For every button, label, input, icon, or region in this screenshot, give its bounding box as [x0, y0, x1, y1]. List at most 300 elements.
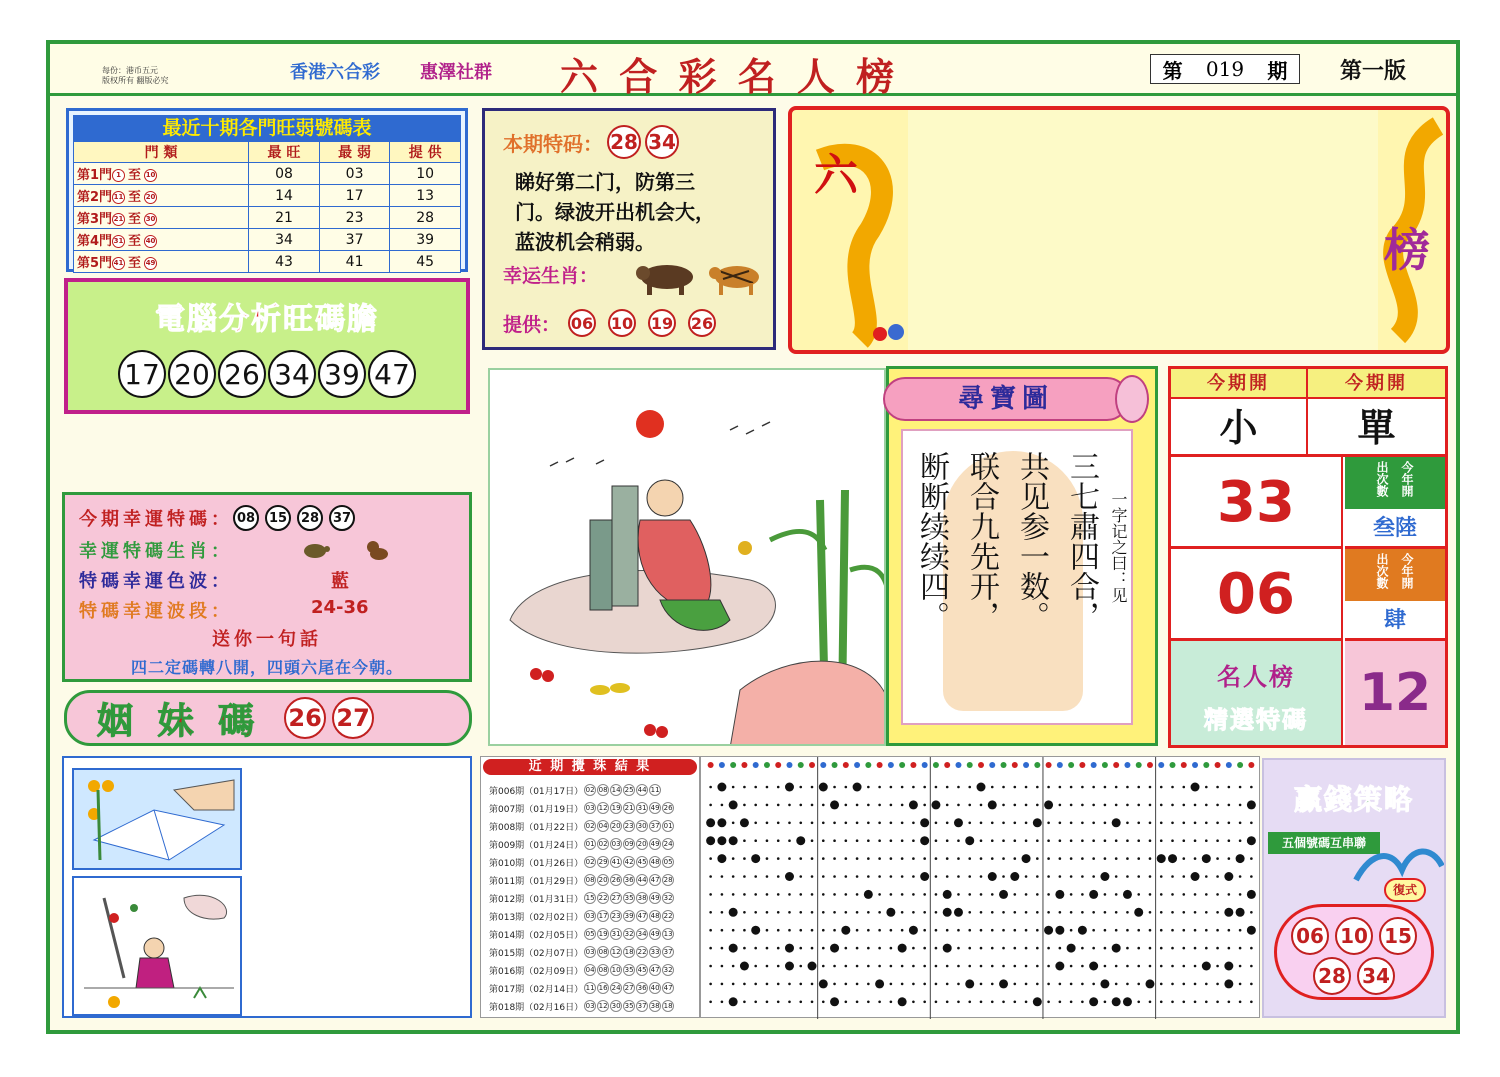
trend-dot [743, 875, 746, 878]
trend-dot [811, 786, 814, 789]
trend-dot [991, 1001, 994, 1004]
trend-header-dot [854, 762, 860, 768]
trend-dot [980, 911, 983, 914]
trend-dot [890, 822, 893, 825]
trend-dot [1250, 857, 1253, 860]
trend-dot [1002, 875, 1005, 878]
trend-dot [1216, 1001, 1219, 1004]
trend-dot [1070, 893, 1073, 896]
trend-hit-dot [943, 944, 952, 953]
results-date: 02月02日 [533, 912, 575, 923]
lucky-row4-value: 24-36 [311, 597, 369, 618]
trend-dot [935, 1001, 938, 1004]
trend-dot [867, 875, 870, 878]
lucky-zodiac-label: 幸运生肖： [503, 265, 599, 287]
trend-dot [1149, 1001, 1152, 1004]
trend-hit-dot [1112, 818, 1121, 827]
trend-dot [878, 929, 881, 932]
trend-dot [1104, 947, 1107, 950]
poem-column-text: 联合九先开 [964, 451, 999, 601]
door-range-to: 40 [144, 235, 157, 248]
scroll-end-icon [1115, 375, 1149, 423]
trend-dot [901, 965, 904, 968]
trend-dot [1115, 965, 1118, 968]
trend-dot [1047, 965, 1050, 968]
provide-balls [568, 309, 716, 337]
trend-header-dot [865, 762, 871, 768]
page-title: 六 合 彩 名 人 榜 [560, 54, 899, 99]
trend-dot [1194, 929, 1197, 932]
trend-dot [1137, 822, 1140, 825]
trend-dot [946, 839, 949, 842]
door-pick-cell: 39 [390, 229, 461, 251]
results-issue: 第006期 [489, 786, 525, 797]
trend-dot [1126, 839, 1129, 842]
results-number: 49 [650, 930, 660, 938]
trend-dot [867, 929, 870, 932]
trend-header-dot [955, 762, 961, 768]
trend-dot [957, 857, 960, 860]
results-number: 37 [650, 822, 660, 830]
door-range-to: 10 [144, 169, 157, 182]
trend-dot [912, 822, 915, 825]
trend-dot [1239, 875, 1242, 878]
trend-dot [935, 965, 938, 968]
results-number: 30 [637, 822, 647, 830]
results-number: 47 [650, 966, 660, 974]
strategy-number-ball: 28 [1313, 957, 1351, 995]
results-rows [481, 777, 699, 1015]
trend-hit-dot [1236, 854, 1245, 863]
trend-dot [811, 947, 814, 950]
door-hot-cell: 08 [249, 163, 320, 185]
trend-dot [890, 947, 893, 950]
trend-dot [1239, 965, 1242, 968]
trend-header-dot [798, 762, 804, 768]
trend-dot [923, 804, 926, 807]
trend-dot [980, 804, 983, 807]
trend-dot [901, 857, 904, 860]
trend-dot [878, 839, 881, 842]
trend-header-dot [1136, 762, 1142, 768]
results-issue: 第015期 [489, 948, 525, 959]
trend-dot [1002, 822, 1005, 825]
trend-hit-dot [1145, 979, 1154, 988]
trend-hit-dot [898, 944, 907, 953]
trend-dot [1182, 1001, 1185, 1004]
trend-dot [1025, 947, 1028, 950]
trend-dot [923, 857, 926, 860]
trend-dot [980, 875, 983, 878]
results-number: 22 [598, 894, 608, 902]
trend-dot [1171, 947, 1174, 950]
trend-dot [1194, 839, 1197, 842]
trend-dot [1070, 839, 1073, 842]
trend-header-dot [1170, 762, 1176, 768]
lottery-name: 香港六合彩 [290, 62, 380, 83]
trend-dot [1081, 786, 1084, 789]
trend-header-dot [888, 762, 894, 768]
trend-dot [1149, 786, 1152, 789]
trend-dot [1070, 875, 1073, 878]
strategy-number-ball: 34 [1357, 957, 1395, 995]
trend-dot [1250, 1001, 1253, 1004]
trend-hit-dot [920, 872, 929, 881]
trend-dot [878, 947, 881, 950]
trend-dot [1115, 875, 1118, 878]
trend-dot [901, 822, 904, 825]
paren-close: ） [574, 858, 584, 869]
trend-dot [777, 804, 780, 807]
child-on-rock-illustration [490, 370, 886, 746]
results-date: 02月07日 [533, 948, 575, 959]
trend-dot [1216, 929, 1219, 932]
trend-dot [1013, 804, 1016, 807]
trend-header-dot [1215, 762, 1221, 768]
trend-dot [1216, 965, 1219, 968]
trend-dot [1171, 929, 1174, 932]
paren-open: （ [524, 822, 534, 833]
doors-row [74, 163, 461, 185]
trend-dot [1047, 875, 1050, 878]
trend-hit-dot [988, 872, 997, 881]
trend-dot [856, 804, 859, 807]
trend-dot [788, 1001, 791, 1004]
results-number: 49 [650, 804, 660, 812]
trend-dot [1081, 965, 1084, 968]
trend-dot [709, 911, 712, 914]
trend-hit-dot [1112, 944, 1121, 953]
poem-punctuation: 。 [1014, 601, 1049, 631]
results-number: 36 [637, 984, 647, 992]
trend-dot [799, 911, 802, 914]
trend-hit-dot [751, 926, 760, 935]
trend-dot [991, 965, 994, 968]
paren-open: （ [524, 786, 534, 797]
trend-dot [811, 822, 814, 825]
paren-open: （ [524, 948, 534, 959]
trend-dot [1104, 1001, 1107, 1004]
trend-dot [912, 911, 915, 914]
trend-dot [867, 983, 870, 986]
trend-dot [777, 822, 780, 825]
results-number: 22 [663, 912, 673, 920]
trend-dot [856, 911, 859, 914]
trend-dot [845, 911, 848, 914]
lucky-balls [233, 505, 355, 531]
paren-open: （ [524, 840, 534, 851]
trend-dot [788, 857, 791, 860]
door-pick-cell: 13 [390, 185, 461, 207]
trend-dot [901, 983, 904, 986]
col-door: 門 類 [74, 142, 249, 163]
lucky-ball: 28 [297, 505, 323, 531]
trend-dot [766, 786, 769, 789]
poem-column [1011, 451, 1051, 721]
trend-dot [867, 857, 870, 860]
lucky-row-3 [79, 567, 233, 593]
logo-dragon-right [1378, 116, 1448, 346]
trend-dot [878, 857, 881, 860]
open-size-value: 小 [1171, 399, 1308, 457]
trend-dot [980, 929, 983, 932]
trend-dot [1160, 893, 1163, 896]
trend-dot [1216, 983, 1219, 986]
trend-dot [1115, 804, 1118, 807]
trend-dot [1092, 929, 1095, 932]
trend-hit-dot [819, 783, 828, 792]
trend-dot [1070, 1001, 1073, 1004]
trend-dot [1013, 983, 1016, 986]
trend-dot [1002, 929, 1005, 932]
results-date: 01月29日 [533, 876, 575, 887]
trend-header-dot [1079, 762, 1085, 768]
results-number: 27 [611, 894, 621, 902]
trend-dot [1047, 786, 1050, 789]
trend-hit-dot [717, 836, 726, 845]
trend-hit-dot [965, 836, 974, 845]
trend-hit-dot [729, 800, 738, 809]
trend-dot [766, 947, 769, 950]
results-number: 44 [637, 876, 647, 884]
results-row [489, 979, 695, 997]
results-number: 12 [598, 804, 608, 812]
trend-dot [1036, 893, 1039, 896]
trend-hit-dot [830, 997, 839, 1006]
trend-hit-dot [717, 854, 726, 863]
results-number: 35 [624, 966, 634, 974]
sister-ball: 26 [284, 697, 326, 739]
trend-dot [1194, 857, 1197, 860]
count-badge-1 [1345, 457, 1445, 509]
trend-dot [1081, 911, 1084, 914]
treasure-title: 尋寶圖 [883, 377, 1129, 421]
trend-dot [1081, 983, 1084, 986]
trend-dot [709, 1001, 712, 1004]
logo-dragon-left [800, 120, 910, 348]
trend-dot [867, 911, 870, 914]
results-number: 26 [663, 804, 673, 812]
count-badge-2 [1345, 549, 1445, 601]
trend-hit-dot [1236, 908, 1245, 917]
trend-dot [878, 804, 881, 807]
banner-blank [908, 110, 1378, 354]
trend-dot [777, 839, 780, 842]
lucky-row-5: 送你一句話 [212, 629, 322, 650]
trend-dot [1013, 965, 1016, 968]
trend-dot [1239, 804, 1242, 807]
trend-dot [1228, 804, 1231, 807]
trend-dot [1160, 875, 1163, 878]
doors-row [74, 185, 461, 207]
trend-dot [1194, 893, 1197, 896]
lucky-row-1 [79, 505, 355, 531]
trend-dot [1104, 911, 1107, 914]
trend-header-dot [753, 762, 759, 768]
results-row [489, 889, 695, 907]
trend-dot [1126, 857, 1129, 860]
trend-hit-dot [1191, 783, 1200, 792]
trend-dot [1216, 839, 1219, 842]
trend-hit-dot [988, 800, 997, 809]
trend-dot [1025, 804, 1028, 807]
trend-dot [1182, 839, 1185, 842]
trend-dot [777, 857, 780, 860]
results-issue: 第016期 [489, 966, 525, 977]
provide-ball: 26 [688, 309, 716, 337]
trend-dot [766, 929, 769, 932]
results-number: 03 [585, 804, 595, 812]
trend-dot [1137, 893, 1140, 896]
door-cold-cell: 37 [319, 229, 390, 251]
trend-dot [721, 911, 724, 914]
strategy-number-ball: 15 [1379, 917, 1417, 955]
trend-dot [968, 893, 971, 896]
count-value-2: 肆 [1345, 601, 1445, 641]
trend-hit-dot [1247, 800, 1256, 809]
results-issue: 第014期 [489, 930, 525, 941]
trend-dot [1002, 965, 1005, 968]
trend-dot [709, 786, 712, 789]
door-cell [74, 185, 249, 207]
trend-dot [856, 965, 859, 968]
trend-dot [799, 893, 802, 896]
trend-header-dot [967, 762, 973, 768]
trend-dot [980, 983, 983, 986]
trend-dot [1182, 875, 1185, 878]
trend-dot [1160, 804, 1163, 807]
lucky-monkey-icon [363, 539, 391, 565]
trend-dot [709, 857, 712, 860]
trend-dot [980, 893, 983, 896]
trend-dot [777, 947, 780, 950]
results-number: 41 [611, 858, 621, 866]
results-number: 47 [663, 984, 673, 992]
results-number: 23 [624, 822, 634, 830]
trend-dot [1137, 929, 1140, 932]
trend-dot [1137, 965, 1140, 968]
trend-dot [754, 786, 757, 789]
trend-dot [754, 839, 757, 842]
trend-dot [1194, 983, 1197, 986]
trend-dot [1171, 965, 1174, 968]
col-hot: 最 旺 [249, 142, 320, 163]
door-range-from: 11 [112, 191, 125, 204]
trend-dot [878, 875, 881, 878]
trend-dot [1059, 911, 1062, 914]
results-number: 23 [611, 912, 621, 920]
trend-dot [957, 929, 960, 932]
trend-dot [1149, 839, 1152, 842]
trend-dot [766, 875, 769, 878]
trend-dot [811, 983, 814, 986]
trend-dot [1025, 911, 1028, 914]
trend-dot [1104, 929, 1107, 932]
poem-punctuation: ， [964, 601, 999, 631]
trend-dot [822, 1001, 825, 1004]
trend-hit-dot [977, 783, 986, 792]
trend-hit-dot [954, 818, 963, 827]
trend-dot [1239, 983, 1242, 986]
trend-hit-dot [740, 818, 749, 827]
trend-dot [1160, 1001, 1163, 1004]
trend-dot [867, 822, 870, 825]
trend-header-dot [933, 762, 939, 768]
sister-ball: 27 [332, 697, 374, 739]
trend-dot [1013, 893, 1016, 896]
door-cell [74, 163, 249, 185]
trend-dot [811, 911, 814, 914]
trend-hit-dot [999, 979, 1008, 988]
trend-dot [890, 786, 893, 789]
trend-hit-dot [1191, 872, 1200, 881]
paren-open: （ [524, 966, 534, 977]
trend-dot [1104, 857, 1107, 860]
illustration-panel [62, 756, 472, 1018]
trend-dot [709, 929, 712, 932]
special-panel [482, 108, 776, 350]
trend-dot [743, 947, 746, 950]
results-number: 34 [637, 930, 647, 938]
trend-dot [1216, 857, 1219, 860]
trend-dot [935, 911, 938, 914]
trend-dot [923, 786, 926, 789]
results-number: 32 [663, 894, 673, 902]
results-number: 04 [585, 966, 595, 974]
trend-dot [732, 875, 735, 878]
paren-close: ） [574, 894, 584, 905]
trend-dot [912, 893, 915, 896]
trend-hit-dot [717, 783, 726, 792]
results-number: 15 [585, 894, 595, 902]
trend-dot [1036, 983, 1039, 986]
trend-dot [1149, 911, 1152, 914]
trend-dot [968, 929, 971, 932]
door-name: 第2門 [77, 190, 113, 205]
trend-dot [878, 911, 881, 914]
trend-dot [766, 983, 769, 986]
paren-close: ） [574, 948, 584, 959]
svg-text:六: 六 [814, 150, 858, 201]
trend-dot [1126, 947, 1129, 950]
trend-dot [1250, 983, 1253, 986]
trend-dot [1171, 839, 1174, 842]
results-number: 49 [650, 840, 660, 848]
trend-dot [856, 857, 859, 860]
results-number: 02 [598, 840, 608, 848]
trend-hit-dot [729, 944, 738, 953]
trend-dot [890, 965, 893, 968]
trend-dot [1182, 947, 1185, 950]
trend-hit-dot [1247, 890, 1256, 899]
results-number: 47 [637, 912, 647, 920]
trend-dot [732, 893, 735, 896]
door-cold-cell: 17 [319, 185, 390, 207]
trend-dot [1205, 822, 1208, 825]
trend-dot [968, 804, 971, 807]
trend-dot [1250, 875, 1253, 878]
trend-dot [1126, 786, 1129, 789]
treasure-panel [886, 366, 1158, 746]
results-row [489, 925, 695, 943]
paren-open: （ [524, 894, 534, 905]
trend-dot [923, 965, 926, 968]
trend-dot [878, 822, 881, 825]
trend-dot [1025, 983, 1028, 986]
paren-open: （ [524, 984, 534, 995]
trend-dot [1070, 786, 1073, 789]
trend-dot [991, 893, 994, 896]
